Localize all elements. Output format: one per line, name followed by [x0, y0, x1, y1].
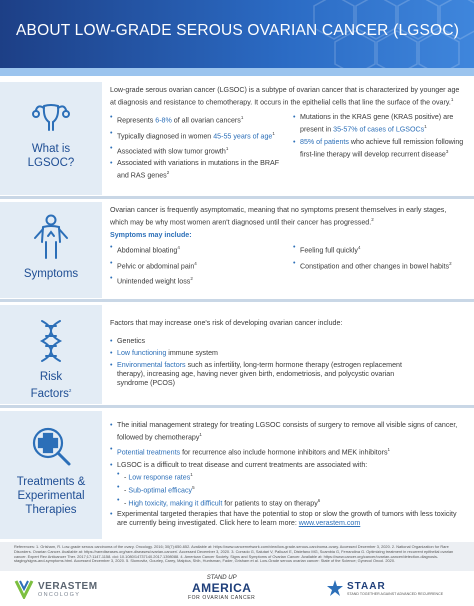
section-treatments — [0, 411, 474, 539]
verastem-name: VERASTEM — [38, 580, 98, 592]
what-is-title-line1: What is — [31, 143, 71, 155]
what-is-content — [110, 86, 466, 184]
list-item: • - Low response rates$^1$ — [117, 470, 466, 482]
list-item: • - High toxicity, making it difficult for patients to stay on therapy$^6$ — [117, 496, 466, 508]
logo-bar — [0, 573, 474, 606]
staar-subtitle: STAND TOGETHER AGAINST ADVANCED RECURRENCE — [347, 591, 444, 596]
list-item: • Associated with variations in mutations in the BRAF and RAS genes$^2$ — [110, 159, 283, 180]
list-item: • LGSOC is a difficult to treat disease and current treatments are associated with: • - Low response rates$^1$ • - Sub-optimal efficacy$^5$ • - High toxicity, making it difficult for patients to stay on therapy$^6$ — [110, 461, 466, 509]
what-is-title-line2: LGSOC? — [27, 157, 75, 169]
staar-name: STAAR — [347, 580, 386, 592]
list-item: • Environmental factors such as infertility, long-term hormone therapy (estrogen replacement therapy), increasing age, having never given birth, endometriosis, and polycystic ovarian syndrome (PCOS) — [110, 361, 420, 388]
section-risk-factors — [0, 305, 474, 404]
list-item: • Genetics — [110, 337, 420, 346]
list-item: • Experimental targeted therapies that have the potential to stop or slow the growth of tumors with less toxicity are currently being investigated. Click here to learn more: www.verastem.com — [110, 510, 466, 528]
section-label-panel — [0, 202, 102, 298]
list-item: • Constipation and other changes in bowel habits$^2$ — [293, 259, 466, 271]
treatments-sublist — [117, 470, 466, 509]
symptoms-right-list — [293, 243, 466, 289]
what-is-right-list — [293, 113, 466, 183]
section-divider — [0, 299, 474, 302]
symptoms-intro: Ovarian cancer is frequently asymptomatic, meaning that no symptoms present themselves in early stages, which may be why most women aren't diagnosed until their cancer has progressed.$^2$ — [110, 206, 447, 227]
standup-main: AMERICA — [191, 581, 252, 595]
section-label-panel — [0, 82, 102, 195]
treatments-title-line3: Therapies — [25, 504, 77, 516]
section-symptoms — [0, 202, 474, 298]
treatments-title-line2: Experimental — [17, 490, 85, 502]
header-accent-bar — [0, 68, 474, 76]
person-pain-icon — [30, 214, 72, 260]
what-is-left-list — [110, 113, 293, 183]
list-item: • Represents 6-8% of all ovarian cancers$^1$ — [110, 113, 283, 125]
section-divider — [0, 196, 474, 199]
list-item: • - Sub-optimal efficacy$^5$ — [117, 483, 466, 495]
standup-logo — [188, 575, 255, 601]
symptoms-left-list — [110, 243, 293, 289]
uterus-icon — [32, 100, 70, 134]
verastem-logo-icon — [14, 579, 34, 599]
verastem-logo — [14, 579, 98, 599]
list-item: • Potential treatments for recurrence also include hormone inhibitors and MEK inhibitors$^1$ — [110, 445, 466, 457]
list-item: • The initial management strategy for treating LGSOC consists of surgery to remove all visible signs of cancer, followed by chemotherapy$^1$ — [110, 421, 466, 442]
symptoms-content — [110, 206, 466, 289]
verastem-subtitle: ONCOLOGY — [38, 591, 81, 598]
dna-icon — [38, 319, 64, 363]
standup-top: STAND UP — [206, 575, 237, 581]
section-label-panel — [0, 411, 102, 539]
list-item: • Mutations in the KRAS gene (KRAS positive) are present in 35-57% of cases of LGSOCs$^1$ — [293, 113, 466, 134]
risk-content — [110, 319, 466, 391]
star-icon — [326, 579, 344, 597]
section-label-panel — [0, 305, 102, 404]
list-item: • Associated with slow tumor growth$^1$ — [110, 144, 283, 156]
treatments-content — [110, 421, 466, 531]
risk-title-line2: Factors$^2$ — [30, 387, 72, 400]
medical-cross-icon — [30, 425, 72, 467]
symptoms-label: Symptoms may include: — [110, 231, 192, 240]
risk-list — [110, 337, 420, 388]
list-item: • Typically diagnosed in women 45-55 years of age$^1$ — [110, 129, 283, 141]
risk-intro: Factors that may increase one's risk of developing ovarian cancer include: — [110, 319, 343, 327]
section-what-is — [0, 82, 474, 195]
list-item: • 85% of patients who achieve full remission following first-line therapy will develop recurrent disease$^3$ — [293, 138, 466, 159]
list-item: • Abdominal bloating$^4$ — [110, 243, 283, 255]
staar-logo — [326, 579, 443, 597]
list-item: • Pelvic or abdominal pain$^4$ — [110, 259, 283, 271]
page-title: ABOUT LOW-GRADE SEROUS OVARIAN CANCER (LGSOC) — [16, 22, 460, 39]
references: References: 1. Grisham, R. Low-grade serous carcinoma of the ovary. Oncology. 2016; 30(7):650-652. Available at: https://www.cancernetwork.com/view/low-grade-serous-carcinoma-ovary. Accessed December 3, 2020. 2. National Organization for Rare Disorders. Ovarian Cancer. Available at: https://rarediseases.org/rare-diseases/ovarian-cancer/. Accessed December 3, 2020. 3. Corrado G, Salutari V, Palluzzi E, Distefano MG, Scambia G, Ferrandina G. Optimizing treatment in recurrent epithelial ovarian cancer. Expert Rev Anticancer Ther. 2017;17:1147-1158. doi: 10.1080/14737140.2017.1398088. 4. American Cancer Society. Signs and Symptoms of Ovarian Cancer. Available at: https://www.cancer.org/cancer/ovarian-cancer/detection-diagnosis-staging/signs-and-symptoms.html. Accessed December 3, 2020. 5. Slomovitz, Gourley, Carey, Malpica, Shih, Huntsman, Fader, Grisham et al. Low-Grade serous ovarian cancer: State of the Science; Gynecol Oncol. 2020. — [0, 542, 474, 571]
list-item: • Feeling full quickly$^4$ — [293, 243, 466, 255]
standup-subtitle: FOR OVARIAN CANCER — [188, 595, 256, 601]
symptoms-title: Symptoms — [23, 268, 79, 280]
verastem-link[interactable]: www.verastem.com — [298, 518, 361, 527]
what-is-intro: Low-grade serous ovarian cancer (LGSOC) is a subtype of ovarian cancer that is characterized by younger age at diagnosis and resistance to chemotherapy. It occurs in the epithelial cells that line the surface of the ovary.$^1$ — [110, 86, 460, 107]
page-header — [0, 0, 474, 68]
treatments-title-line1: Treatments & — [16, 476, 86, 488]
list-item: • Low functioning immune system — [110, 349, 420, 358]
section-divider — [0, 405, 474, 408]
list-item: • Unintended weight loss$^2$ — [110, 274, 283, 286]
treatments-list — [110, 421, 466, 528]
risk-title-line1: Risk — [39, 371, 63, 383]
